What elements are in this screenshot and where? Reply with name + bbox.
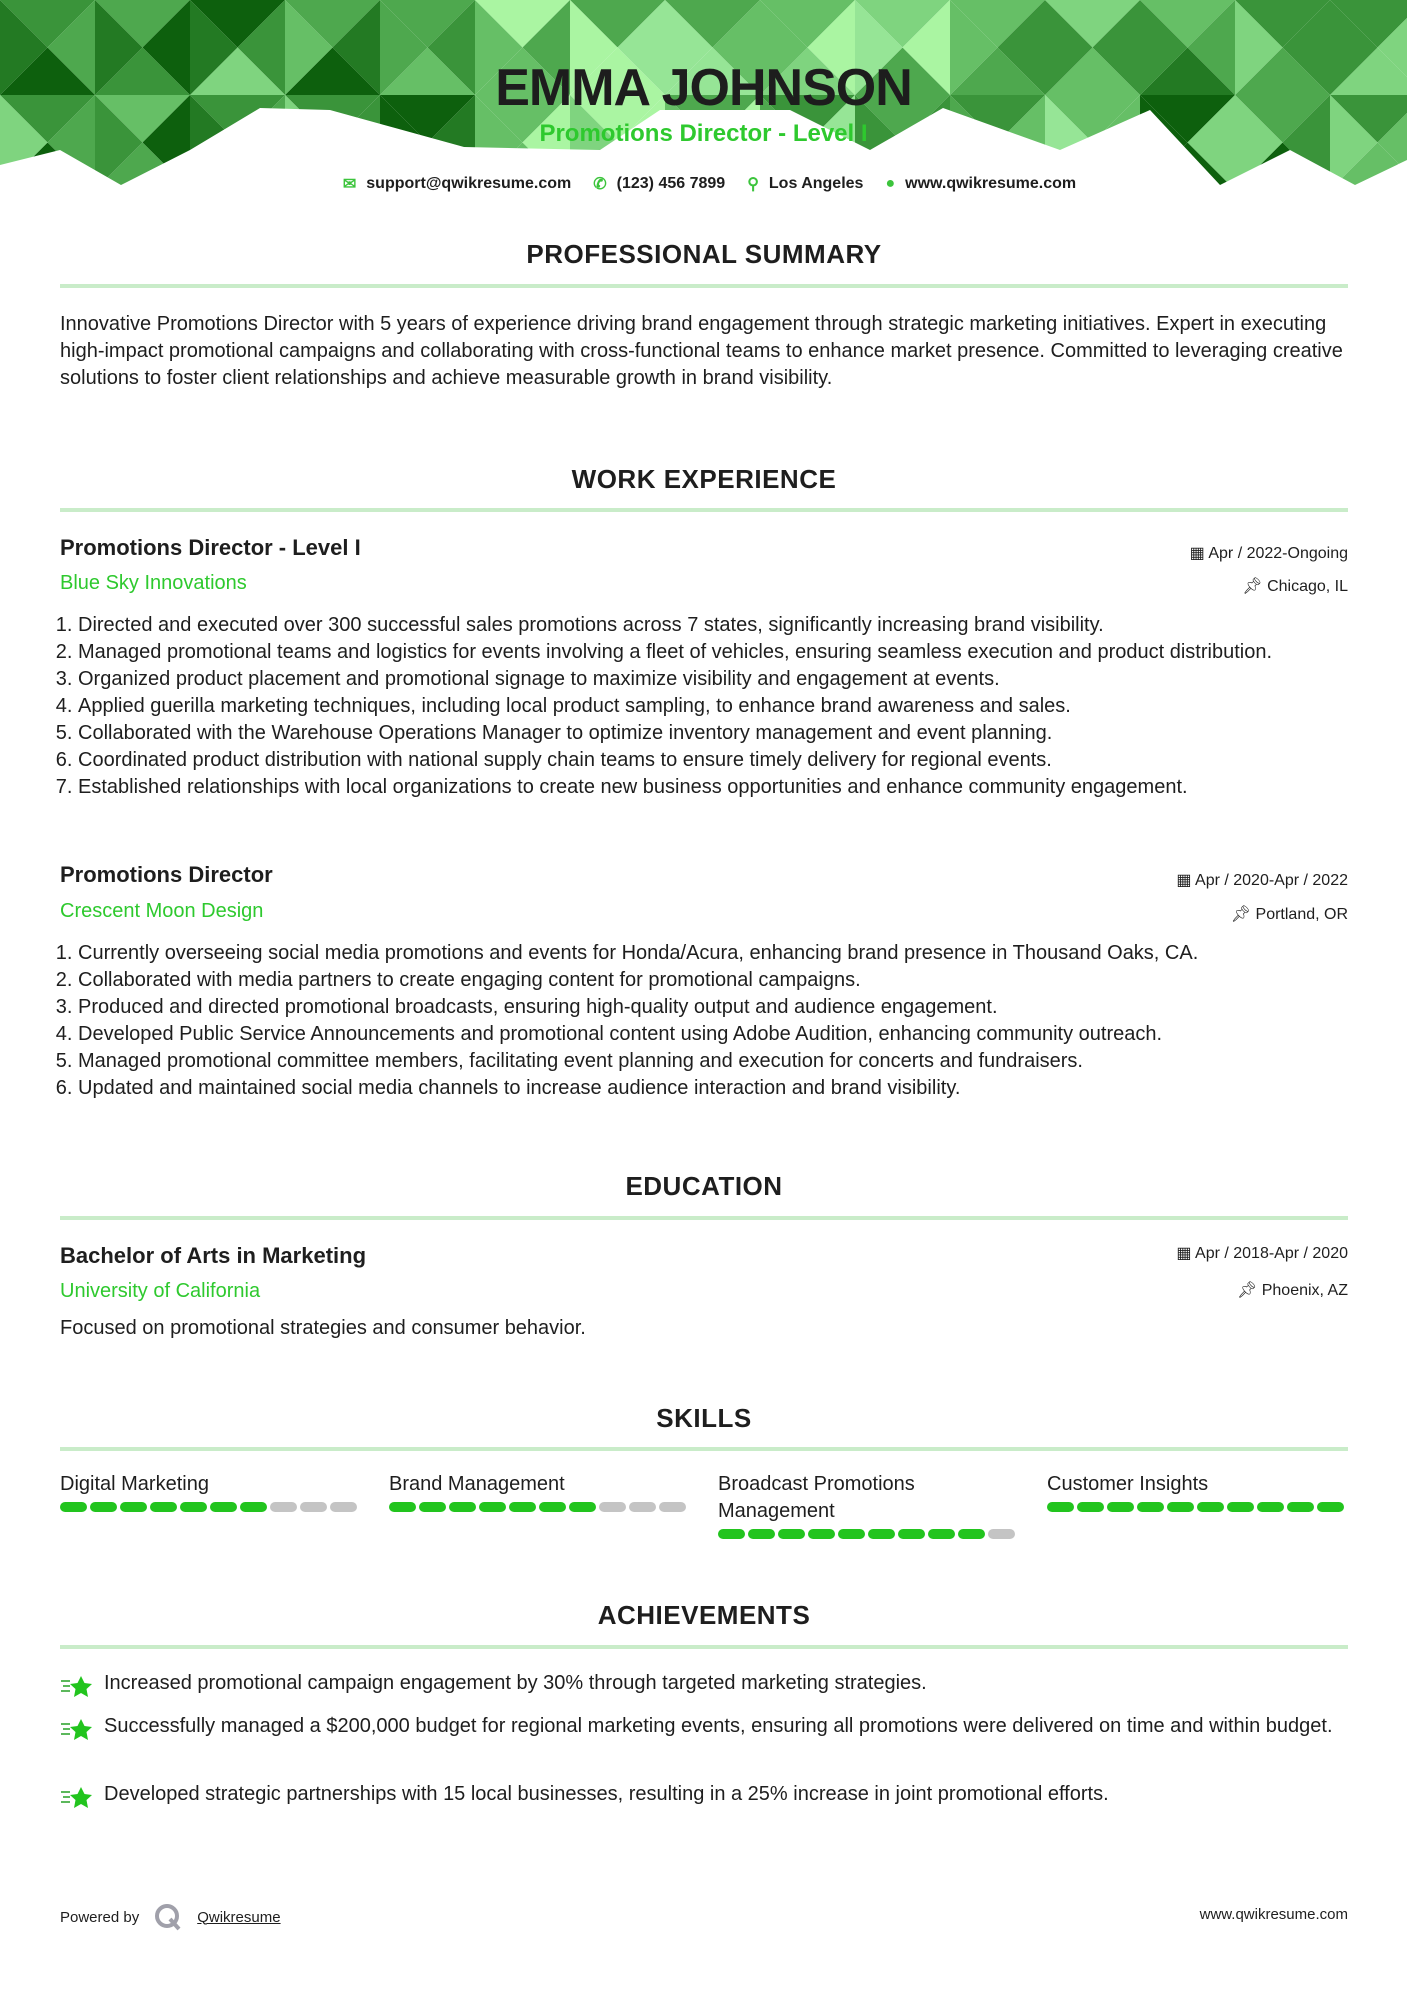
job-bullets — [52, 940, 1352, 1102]
skill-segment-filled — [479, 1502, 506, 1512]
bullet-item: 1. Directed and executed over 300 successful sales promotions across 7 states, significantly increasing brand visibility. — [78, 612, 1352, 639]
skill-segment-filled — [718, 1529, 745, 1539]
skill-segment-filled — [778, 1529, 805, 1539]
skill-segment-empty — [988, 1529, 1015, 1539]
dates-text: Apr / 2018-Apr / 2020 — [1195, 1245, 1348, 1262]
achievement-item — [60, 1781, 1350, 1819]
location-text: Chicago, IL — [1267, 578, 1348, 595]
skill-level-bar — [389, 1502, 689, 1512]
company-name: Crescent Moon Design — [60, 900, 264, 922]
footer-powered-by — [60, 1902, 281, 1932]
job-title: Promotions Director - Level I — [60, 535, 361, 560]
skill-segment-filled — [1287, 1502, 1314, 1512]
skill-segment-filled — [449, 1502, 476, 1512]
pin-icon: 📌︎ — [1242, 578, 1268, 595]
skill-segment-empty — [629, 1502, 656, 1512]
skill-item — [718, 1471, 1018, 1539]
achievement-text: Developed strategic partnerships with 15 local businesses, resulting in a 25% increase in joint promotional efforts. — [104, 1783, 1109, 1805]
skill-segment-filled — [838, 1529, 865, 1539]
job-dates — [1190, 543, 1348, 563]
skill-name: Digital Marketing — [60, 1473, 209, 1495]
education-location — [1237, 1280, 1348, 1300]
bullet-item: 3. Organized product placement and promotional signage to maximize visibility and engagement at events. — [78, 666, 1352, 693]
candidate-title: Promotions Director - Level I — [539, 120, 868, 147]
skill-segment-filled — [389, 1502, 416, 1512]
skill-level-bar — [718, 1529, 1018, 1539]
skill-name: Customer Insights — [1047, 1473, 1209, 1495]
education-dates — [1176, 1243, 1348, 1263]
candidate-name: EMMA JOHNSON — [495, 59, 912, 117]
pin-icon: 📌︎ — [1236, 1282, 1262, 1299]
location-text: Los Angeles — [768, 175, 864, 192]
section-title-education: EDUCATION — [625, 1171, 783, 1201]
achievement-item — [60, 1713, 1350, 1751]
skill-segment-filled — [1077, 1502, 1104, 1512]
powered-by-text: Powered by — [60, 1908, 140, 1926]
section-divider — [60, 284, 1348, 288]
skill-segment-empty — [330, 1502, 357, 1512]
section-divider — [60, 1216, 1348, 1220]
calendar-icon: ▦ — [1176, 872, 1196, 889]
dates-text: Apr / 2022-Ongoing — [1208, 545, 1348, 562]
job-location — [1231, 904, 1348, 924]
skill-segment-filled — [898, 1529, 925, 1539]
pin-icon: 📌︎ — [1230, 906, 1256, 923]
calendar-icon: ▦ — [1189, 545, 1209, 562]
company-name: Blue Sky Innovations — [60, 572, 247, 594]
skill-name: Brand Management — [389, 1473, 565, 1495]
skill-segment-filled — [1107, 1502, 1134, 1512]
skill-segment-filled — [60, 1502, 87, 1512]
qwikresume-logo-icon — [153, 1902, 183, 1932]
skill-name: Broadcast Promotions Management — [718, 1473, 915, 1522]
skill-segment-filled — [748, 1529, 775, 1539]
skill-segment-empty — [300, 1502, 327, 1512]
footer-website[interactable]: www.qwikresume.com — [1199, 1906, 1348, 1923]
skill-segment-filled — [120, 1502, 147, 1512]
skill-segment-filled — [1257, 1502, 1284, 1512]
skill-segment-filled — [569, 1502, 596, 1512]
job-location — [1242, 576, 1348, 596]
achievement-text: Increased promotional campaign engagement by 30% through targeted marketing strategies. — [104, 1672, 927, 1694]
skill-segment-empty — [599, 1502, 626, 1512]
education-description: Focused on promotional strategies and consumer behavior. — [60, 1317, 586, 1339]
globe-icon: ● — [885, 175, 896, 192]
skill-segment-filled — [1197, 1502, 1224, 1512]
phone-text: (123) 456 7899 — [616, 175, 726, 192]
skill-segment-filled — [210, 1502, 237, 1512]
skill-level-bar — [60, 1502, 360, 1512]
bullet-item: 5. Managed promotional committee members, facilitating event planning and execution for concerts and fundraisers. — [78, 1048, 1352, 1075]
email-icon: ✉ — [342, 176, 357, 193]
skill-segment-filled — [808, 1529, 835, 1539]
skill-segment-filled — [1137, 1502, 1164, 1512]
location-text: Portland, OR — [1255, 906, 1348, 923]
skill-segment-filled — [240, 1502, 267, 1512]
star-icon — [60, 1713, 94, 1751]
skill-level-bar — [1047, 1502, 1347, 1512]
achievement-text: Successfully managed a $200,000 budget for regional marketing events, ensuring all promotions were delivered on time and within budget. — [104, 1715, 1333, 1737]
skill-item — [1047, 1471, 1347, 1512]
section-title-achievements: ACHIEVEMENTS — [597, 1600, 811, 1630]
skill-segment-filled — [1227, 1502, 1254, 1512]
section-divider — [60, 1447, 1348, 1451]
bullet-item: 4. Developed Public Service Announcements and promotional content using Adobe Audition, enhancing community outreach. — [78, 1021, 1352, 1048]
dates-text: Apr / 2020-Apr / 2022 — [1195, 872, 1348, 889]
bullet-item: 2. Managed promotional teams and logistics for events involving a fleet of vehicles, ensuring seamless execution and product distribution. — [78, 639, 1352, 666]
section-divider — [60, 1645, 1348, 1649]
skill-segment-filled — [1317, 1502, 1344, 1512]
skill-segment-filled — [180, 1502, 207, 1512]
skill-segment-filled — [150, 1502, 177, 1512]
job-bullets — [52, 612, 1352, 801]
email-link[interactable]: support@qwikresume.com — [366, 175, 572, 192]
achievement-item — [60, 1670, 1350, 1708]
bullet-item: 6. Coordinated product distribution with national supply chain teams to ensure timely delivery for regional events. — [78, 747, 1352, 774]
skill-segment-empty — [270, 1502, 297, 1512]
skill-segment-filled — [419, 1502, 446, 1512]
summary-text: Innovative Promotions Director with 5 years of experience driving brand engagement through strategic marketing initiatives. Expert in executing high-impact promotional campaigns and collaborating with cross-functional teams to enhance market presence. Committed to leveraging creative solutions to foster client relationships and achieve measurable growth in brand visibility. — [60, 313, 1343, 389]
bullet-item: 7. Established relationships with local organizations to create new business opportunities and enhance community engagement. — [78, 774, 1352, 801]
skill-segment-filled — [90, 1502, 117, 1512]
bullet-item: 4. Applied guerilla marketing techniques, including local product sampling, to enhance brand awareness and sales. — [78, 693, 1352, 720]
star-icon — [60, 1670, 94, 1708]
skill-segment-empty — [659, 1502, 686, 1512]
bullet-item: 5. Collaborated with the Warehouse Operations Manager to optimize inventory management and event planning. — [78, 720, 1352, 747]
skill-segment-filled — [868, 1529, 895, 1539]
bullet-item: 1. Currently overseeing social media promotions and events for Honda/Acura, enhancing brand presence in Thousand Oaks, CA. — [78, 940, 1352, 967]
phone-icon: ✆ — [593, 176, 607, 193]
calendar-icon: ▦ — [1176, 1245, 1196, 1262]
skill-segment-filled — [1167, 1502, 1194, 1512]
location-pin-icon: ⚲ — [747, 176, 759, 193]
contact-bar — [0, 174, 1407, 194]
section-title-experience: WORK EXPERIENCE — [571, 464, 837, 494]
section-divider — [60, 508, 1348, 512]
skill-segment-filled — [958, 1529, 985, 1539]
school-name: University of California — [60, 1280, 261, 1302]
skill-item — [60, 1471, 360, 1512]
job-dates — [1176, 870, 1348, 890]
section-title-summary: PROFESSIONAL SUMMARY — [526, 239, 882, 269]
qwikresume-link[interactable]: Qwikresume — [197, 1908, 281, 1926]
bullet-item: 3. Produced and directed promotional broadcasts, ensuring high-quality output and audience engagement. — [78, 994, 1352, 1021]
star-icon — [60, 1781, 94, 1819]
skill-segment-filled — [1047, 1502, 1074, 1512]
website-link[interactable]: www.qwikresume.com — [905, 175, 1077, 192]
skill-segment-filled — [539, 1502, 566, 1512]
bullet-item: 2. Collaborated with media partners to create engaging content for promotional campaigns. — [78, 967, 1352, 994]
location-text: Phoenix, AZ — [1261, 1282, 1348, 1299]
skill-segment-filled — [928, 1529, 955, 1539]
degree: Bachelor of Arts in Marketing — [60, 1243, 367, 1268]
section-title-skills: SKILLS — [656, 1403, 752, 1433]
skill-segment-filled — [509, 1502, 536, 1512]
bullet-item: 6. Updated and maintained social media channels to increase audience interaction and brand visibility. — [78, 1075, 1352, 1102]
job-title: Promotions Director — [60, 862, 273, 887]
skill-item — [389, 1471, 689, 1512]
